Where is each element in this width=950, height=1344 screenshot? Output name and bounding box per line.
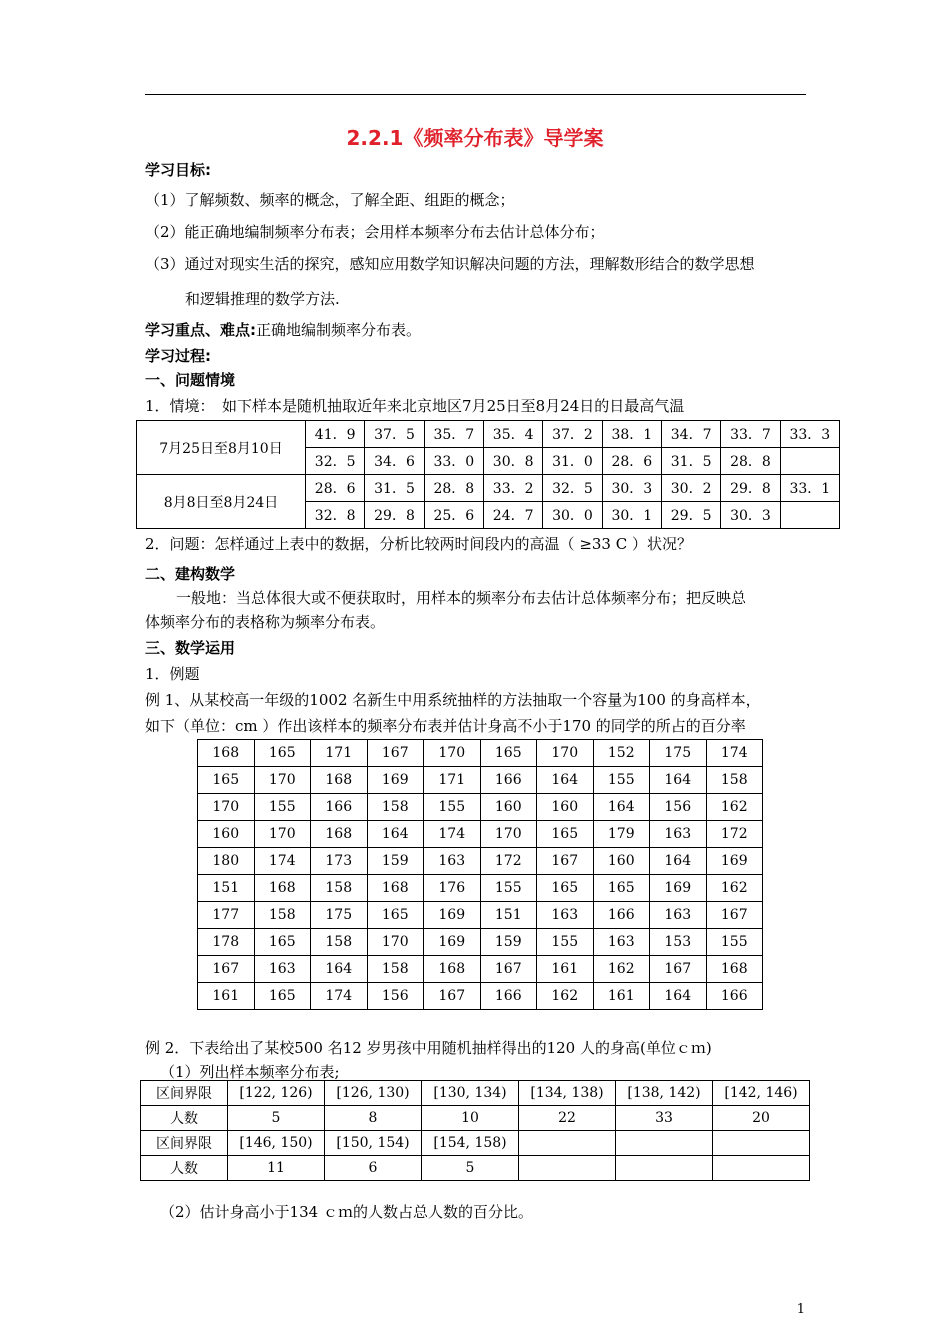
interval-table-row <box>141 1106 810 1131</box>
count-cell <box>519 1156 616 1181</box>
example2-sub2: （2）估计身高小于134 ｃｍ的人数占总人数的百分比。 <box>160 1203 533 1221</box>
height-cell: 162 <box>537 983 594 1010</box>
objective-1: （1）了解频数、频率的概念，了解全距、组距的概念； <box>145 191 515 209</box>
height-cell: 172 <box>480 848 537 875</box>
example2-line: 例 2．下表给出了某校500 名12 岁男孩中用随机抽样得出的120 人的身高(单位ｃｍ) <box>145 1039 712 1057</box>
height-cell: 171 <box>424 767 481 794</box>
height-cell: 169 <box>650 875 707 902</box>
temperature-row <box>137 475 840 502</box>
height-cell: 159 <box>367 848 424 875</box>
heights-row <box>198 794 763 821</box>
height-cell: 174 <box>424 821 481 848</box>
height-cell: 176 <box>424 875 481 902</box>
height-cell: 158 <box>706 767 763 794</box>
height-cell: 170 <box>537 740 594 767</box>
height-cell: 165 <box>480 740 537 767</box>
temperature-cell: 33．2 <box>483 475 542 502</box>
temperature-cell: 33．0 <box>424 448 483 475</box>
temperature-cell: 33．7 <box>721 421 780 448</box>
height-cell: 164 <box>593 794 650 821</box>
temperature-cell: 28．8 <box>424 475 483 502</box>
heights-row <box>198 929 763 956</box>
height-cell: 178 <box>198 929 255 956</box>
heights-row <box>198 875 763 902</box>
height-cell: 161 <box>593 983 650 1010</box>
interval-cell: [134, 138) <box>519 1081 616 1106</box>
temperature-row <box>137 421 840 448</box>
temperature-cell: 32．5 <box>306 448 365 475</box>
page-title: 2.2.1《频率分布表》导学案 <box>346 126 604 150</box>
height-cell: 155 <box>593 767 650 794</box>
interval-cell: [154, 158) <box>422 1131 519 1156</box>
temperature-cell <box>780 502 839 529</box>
height-cell: 165 <box>537 821 594 848</box>
temperature-table <box>136 420 840 529</box>
temperature-cell: 30．0 <box>543 502 602 529</box>
height-cell: 167 <box>198 956 255 983</box>
temperature-cell: 25．6 <box>424 502 483 529</box>
temperature-cell: 32．5 <box>543 475 602 502</box>
interval-table-row <box>141 1131 810 1156</box>
height-cell: 158 <box>367 956 424 983</box>
height-cell: 151 <box>480 902 537 929</box>
height-cell: 153 <box>650 929 707 956</box>
height-cell: 172 <box>706 821 763 848</box>
height-cell: 177 <box>198 902 255 929</box>
temperature-cell: 29．8 <box>365 502 424 529</box>
section3-heading: 三、数学运用 <box>145 639 236 657</box>
count-cell: 10 <box>422 1106 519 1131</box>
height-cell: 156 <box>650 794 707 821</box>
temperature-cell: 35．4 <box>483 421 542 448</box>
count-cell: 33 <box>616 1106 713 1131</box>
height-cell: 161 <box>537 956 594 983</box>
temperature-cell: 35．7 <box>424 421 483 448</box>
situation-text: 1．情境： 如下样本是随机抽取近年来北京地区7月25日至8月24日的日最高气温 <box>145 397 685 415</box>
interval-cell <box>616 1131 713 1156</box>
interval-cell: [130, 134) <box>422 1081 519 1106</box>
interval-cell: [150, 154) <box>325 1131 422 1156</box>
height-cell: 161 <box>198 983 255 1010</box>
height-cell: 165 <box>254 740 311 767</box>
count-cell <box>616 1156 713 1181</box>
interval-cell <box>519 1131 616 1156</box>
height-cell: 160 <box>198 821 255 848</box>
height-cell: 155 <box>254 794 311 821</box>
examples-sub: 1．例题 <box>145 665 200 683</box>
height-cell: 164 <box>650 767 707 794</box>
interval-table-row <box>141 1156 810 1181</box>
height-cell: 163 <box>424 848 481 875</box>
row-label-cell: 人数 <box>141 1156 228 1181</box>
height-cell: 168 <box>254 875 311 902</box>
period-cell: 7月25日至8月10日 <box>137 421 306 475</box>
temperature-cell: 29．8 <box>721 475 780 502</box>
key-points-label: 学习重点、难点: <box>145 321 256 339</box>
height-cell: 158 <box>254 902 311 929</box>
count-cell: 5 <box>422 1156 519 1181</box>
temperature-cell: 30．1 <box>602 502 661 529</box>
process-heading: 学习过程: <box>145 347 211 365</box>
heights-row <box>198 767 763 794</box>
temperature-cell: 34．7 <box>661 421 720 448</box>
example2-sub1: （1）列出样本频率分布表; <box>160 1063 340 1081</box>
height-cell: 175 <box>650 740 707 767</box>
temperature-cell: 30．3 <box>602 475 661 502</box>
height-cell: 155 <box>706 929 763 956</box>
height-cell: 164 <box>311 956 368 983</box>
height-cell: 165 <box>198 767 255 794</box>
objectives-heading: 学习目标: <box>145 161 211 179</box>
height-cell: 158 <box>311 929 368 956</box>
height-cell: 167 <box>480 956 537 983</box>
height-cell: 174 <box>706 740 763 767</box>
height-cell: 166 <box>706 983 763 1010</box>
height-cell: 162 <box>706 794 763 821</box>
height-cell: 162 <box>706 875 763 902</box>
interval-cell: [122, 126) <box>228 1081 325 1106</box>
temperature-cell: 30．2 <box>661 475 720 502</box>
period-cell: 8月8日至8月24日 <box>137 475 306 529</box>
heights-row <box>198 902 763 929</box>
height-cell: 158 <box>367 794 424 821</box>
interval-cell: [146, 150) <box>228 1131 325 1156</box>
height-cell: 169 <box>424 929 481 956</box>
height-cell: 155 <box>537 929 594 956</box>
height-cell: 163 <box>593 929 650 956</box>
height-cell: 170 <box>424 740 481 767</box>
count-cell: 11 <box>228 1156 325 1181</box>
temperature-cell: 30．8 <box>483 448 542 475</box>
height-cell: 167 <box>537 848 594 875</box>
height-cell: 170 <box>254 821 311 848</box>
row-label-cell: 人数 <box>141 1106 228 1131</box>
height-cell: 160 <box>537 794 594 821</box>
temperature-cell: 41．9 <box>306 421 365 448</box>
temperature-cell: 30．3 <box>721 502 780 529</box>
heights-row <box>198 821 763 848</box>
section2-para-1: 一般地：当总体很大或不便获取时，用样本的频率分布去估计总体频率分布；把反映总 <box>176 589 747 607</box>
height-cell: 165 <box>367 902 424 929</box>
key-points-text: 正确地编制频率分布表。 <box>256 321 422 339</box>
height-cell: 170 <box>367 929 424 956</box>
height-cell: 168 <box>311 821 368 848</box>
count-cell: 6 <box>325 1156 422 1181</box>
interval-table <box>140 1080 810 1181</box>
height-cell: 151 <box>198 875 255 902</box>
section2-para-2: 体频率分布的表格称为频率分布表。 <box>145 613 386 631</box>
height-cell: 155 <box>480 875 537 902</box>
height-cell: 168 <box>367 875 424 902</box>
height-cell: 158 <box>311 875 368 902</box>
interval-table-row <box>141 1081 810 1106</box>
heights-table <box>197 739 763 1010</box>
height-cell: 174 <box>254 848 311 875</box>
height-cell: 173 <box>311 848 368 875</box>
height-cell: 170 <box>480 821 537 848</box>
height-cell: 167 <box>424 983 481 1010</box>
temperature-cell: 38．1 <box>602 421 661 448</box>
example1-line1: 例 1、从某校高一年级的1002 名新生中用系统抽样的方法抽取一个容量为100 的身高样本， <box>145 691 761 709</box>
height-cell: 170 <box>198 794 255 821</box>
height-cell: 164 <box>537 767 594 794</box>
temperature-cell: 28．6 <box>602 448 661 475</box>
temperature-cell <box>780 448 839 475</box>
height-cell: 165 <box>254 929 311 956</box>
heights-row <box>198 740 763 767</box>
interval-cell: [138, 142) <box>616 1081 713 1106</box>
temperature-cell: 37．2 <box>543 421 602 448</box>
height-cell: 168 <box>198 740 255 767</box>
interval-cell: [142, 146) <box>713 1081 810 1106</box>
count-cell <box>713 1156 810 1181</box>
temperature-cell: 32．8 <box>306 502 365 529</box>
height-cell: 159 <box>480 929 537 956</box>
height-cell: 169 <box>706 848 763 875</box>
height-cell: 174 <box>311 983 368 1010</box>
temperature-cell: 31．5 <box>365 475 424 502</box>
height-cell: 166 <box>480 767 537 794</box>
height-cell: 167 <box>367 740 424 767</box>
height-cell: 163 <box>254 956 311 983</box>
height-cell: 164 <box>650 983 707 1010</box>
header-rule <box>145 94 806 95</box>
height-cell: 167 <box>706 902 763 929</box>
objective-3: （3）通过对现实生活的探究，感知应用数学知识解决问题的方法，理解数形结合的数学思想 <box>145 255 755 273</box>
height-cell: 179 <box>593 821 650 848</box>
height-cell: 168 <box>424 956 481 983</box>
height-cell: 169 <box>367 767 424 794</box>
height-cell: 168 <box>706 956 763 983</box>
key-points <box>145 320 421 340</box>
temperature-cell: 33．1 <box>780 475 839 502</box>
interval-cell <box>713 1131 810 1156</box>
height-cell: 160 <box>593 848 650 875</box>
temperature-cell: 33．3 <box>780 421 839 448</box>
row-label-cell: 区间界限 <box>141 1081 228 1106</box>
section2-heading: 二、建构数学 <box>145 565 236 583</box>
height-cell: 171 <box>311 740 368 767</box>
height-cell: 180 <box>198 848 255 875</box>
temperature-cell: 28．6 <box>306 475 365 502</box>
height-cell: 166 <box>311 794 368 821</box>
height-cell: 168 <box>311 767 368 794</box>
height-cell: 166 <box>593 902 650 929</box>
height-cell: 164 <box>367 821 424 848</box>
height-cell: 162 <box>593 956 650 983</box>
height-cell: 155 <box>424 794 481 821</box>
count-cell: 8 <box>325 1106 422 1131</box>
row-label-cell: 区间界限 <box>141 1131 228 1156</box>
objective-3-cont: 和逻辑推理的数学方法. <box>185 290 340 308</box>
temperature-cell: 24．7 <box>483 502 542 529</box>
height-cell: 163 <box>650 902 707 929</box>
height-cell: 170 <box>254 767 311 794</box>
temperature-cell: 29．5 <box>661 502 720 529</box>
temperature-cell: 37．5 <box>365 421 424 448</box>
height-cell: 164 <box>650 848 707 875</box>
height-cell: 166 <box>480 983 537 1010</box>
count-cell: 5 <box>228 1106 325 1131</box>
temperature-cell: 34．6 <box>365 448 424 475</box>
objective-2: （2）能正确地编制频率分布表；会用样本频率分布去估计总体分布； <box>145 223 605 241</box>
heights-row <box>198 848 763 875</box>
height-cell: 165 <box>593 875 650 902</box>
heights-row <box>198 956 763 983</box>
temperature-cell: 31．5 <box>661 448 720 475</box>
height-cell: 160 <box>480 794 537 821</box>
height-cell: 163 <box>650 821 707 848</box>
height-cell: 169 <box>424 902 481 929</box>
height-cell: 167 <box>650 956 707 983</box>
section1-heading: 一、问题情境 <box>145 371 236 389</box>
height-cell: 165 <box>254 983 311 1010</box>
temperature-cell: 28．8 <box>721 448 780 475</box>
page-number: 1 <box>796 1302 805 1317</box>
heights-row <box>198 983 763 1010</box>
question-text: 2．问题：怎样通过上表中的数据，分析比较两时间段内的高温（ ≥33 C ）状况？ <box>145 535 692 553</box>
height-cell: 165 <box>537 875 594 902</box>
interval-cell: [126, 130) <box>325 1081 422 1106</box>
height-cell: 152 <box>593 740 650 767</box>
height-cell: 175 <box>311 902 368 929</box>
example1-line2: 如下（单位：cm ）作出该样本的频率分布表并估计身高不小于170 的同学的所占的百分率 <box>145 717 746 735</box>
temperature-cell: 31．0 <box>543 448 602 475</box>
count-cell: 20 <box>713 1106 810 1131</box>
height-cell: 156 <box>367 983 424 1010</box>
count-cell: 22 <box>519 1106 616 1131</box>
height-cell: 163 <box>537 902 594 929</box>
